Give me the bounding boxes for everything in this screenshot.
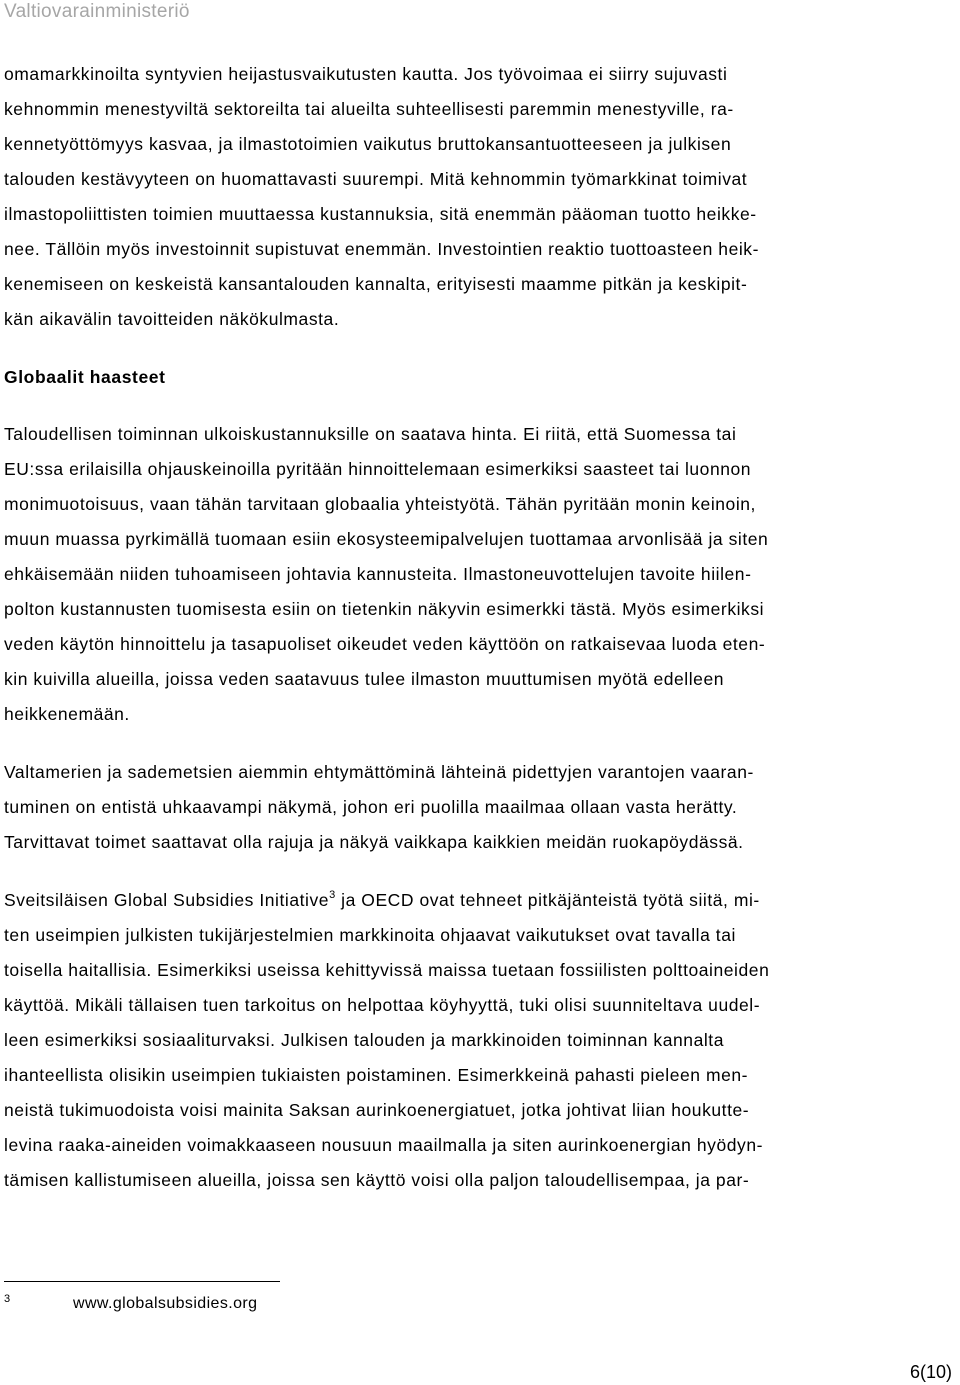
paragraph-4 [4,883,904,1198]
text-line: leen esimerkiksi sosiaaliturvaksi. Julkisen talouden ja markkinoiden toiminnan kannalta [4,1030,724,1050]
text-line: omamarkkinoilta syntyvien heijastusvaikutusten kautta. Jos työvoimaa ei siirry sujuvasti [4,64,728,84]
text-line: Taloudellisen toiminnan ulkoiskustannuksille on saatava hinta. Ei riitä, että Suomessa tai [4,424,737,444]
text-line: kennetyöttömyys kasvaa, ja ilmastotoimien vaikutus bruttokansantuotteeseen ja julkisen [4,134,732,154]
text-line: kin kuivilla alueilla, joissa veden saatavuus tulee ilmaston muuttumisen myötä edelleen [4,669,725,689]
text-line: kehnommin menestyviltä sektoreilta tai alueilta suhteellisesti paremmin menestyville, ra- [4,99,734,119]
text-line: neistä tukimuodoista voisi mainita Saksan aurinkoenergiatuet, jotka johtivat liian houkutte- [4,1100,750,1120]
paragraph-3 [4,755,904,860]
text-line: kenemiseen on keskeistä kansantalouden kannalta, erityisesti maamme pitkän ja keskipit- [4,274,748,294]
paragraph-gap [4,732,904,755]
text-line: tuminen on entistä uhkaavampi näkymä, johon eri puolilla maailmaa ollaan vasta herätty. [4,797,738,817]
text-line: heikkenemään. [4,704,130,724]
text-line: kän aikavälin tavoitteiden näkökulmasta. [4,309,340,329]
text-line: ten useimpien julkisten tukijärjestelmien markkinoita ohjaavat vaikutukset ovat tavalla tai [4,925,736,945]
footnote-link[interactable]: www.globalsubsidies.org [73,1295,258,1312]
document-body [4,57,904,1198]
text-line: levina raaka-aineiden voimakkaaseen nousuun maailmalla ja siten aurinkoenergian hyödyn- [4,1135,763,1155]
text-line: ilmastopoliittisten toimien muuttaessa kustannuksia, sitä enemmän pääoman tuotto heikke- [4,204,757,224]
text-line: EU:ssa erilaisilla ohjauskeinoilla pyritään hinnoittelemaan esimerkiksi saasteet tai luonnon [4,459,752,479]
text-line: veden käytön hinnoittelu ja tasapuoliset oikeudet veden käyttöön on ratkaisevaa luoda eten- [4,634,766,654]
text-line: monimuotoisuus, vaan tähän tarvitaan globaalia yhteistyötä. Tähän pyritään monin keinoin, [4,494,756,514]
text-line: Tarvittavat toimet saattavat olla rajuja ja näkyä vaikkapa kaikkien meidän ruokapöydässä. [4,832,744,852]
text-line: tämisen kallistumiseen alueilla, joissa sen käyttö voisi olla paljon taloudellisempaa, ja par- [4,1170,750,1190]
paragraph-gap [4,860,904,883]
text-line: ehkäisemään niiden tuhoamiseen johtavia kannusteita. Ilmastoneuvottelujen tavoite hiilen- [4,564,752,584]
text-line: polton kustannusten tuomisesta esiin on tietenkin näkyvin esimerkki tästä. Myös esimerkiksi [4,599,765,619]
paragraph-1 [4,57,904,337]
text-line [4,883,904,918]
text-line: nee. Tällöin myös investoinnit supistuvat enemmän. Investointien reaktio tuottoasteen heik- [4,239,759,259]
text-line: käyttöä. Mikäli tällaisen tuen tarkoitus on helpottaa köyhyyttä, tuki olisi suunniteltava uudel- [4,995,761,1015]
document-header: Valtiovarainministeriö [4,1,190,22]
text-line: toisella haitallisia. Esimerkiksi useissa kehittyvissä maissa tuetaan fossiilisten polttoaineiden [4,960,770,980]
text-line: muun muassa pyrkimällä tuomaan esiin ekosysteemipalvelujen tuottamaa arvonlisää ja siten [4,529,769,549]
page-number: 6(10) [909,1362,952,1382]
text-line: ihanteellista olisikin useimpien tukiaisten poistaminen. Esimerkkeinä pahasti pieleen men- [4,1065,749,1085]
text-line: Valtamerien ja sademetsien aiemmin ehtymättöminä lähteinä pidettyjen varantojen vaaran- [4,762,754,782]
text-segment: Sveitsiläisen Global Subsidies Initiative [4,890,330,910]
paragraph-2 [4,417,904,732]
text-line: talouden kestävyyteen on huomattavasti suurempi. Mitä kehnommin työmarkkinat toimivat [4,169,748,189]
section-heading: Globaalit haasteet [4,367,166,387]
footnote-divider [4,1281,280,1282]
text-segment: ja OECD ovat tehneet pitkäjänteistä työtä siitä, mi- [335,890,760,910]
footnote-number: 3 [4,1293,11,1305]
footnote-reference: 3 [329,889,336,901]
